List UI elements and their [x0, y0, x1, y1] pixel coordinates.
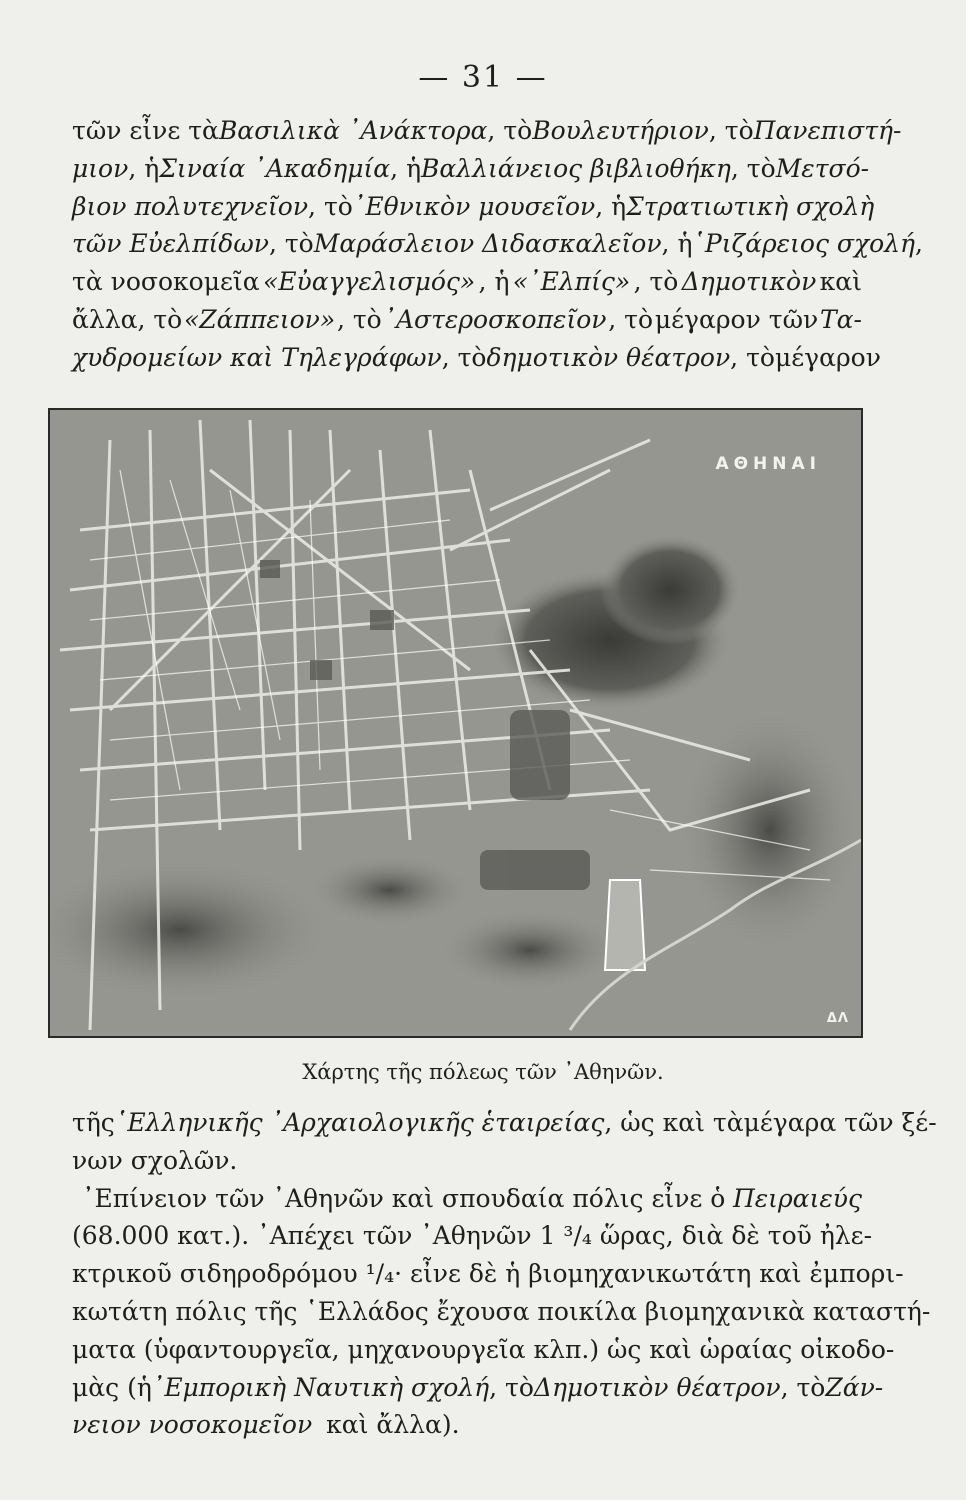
text-line	[72, 1142, 862, 1180]
text-run: , τὸ	[633, 267, 679, 297]
text-run-italic: Τα-	[819, 304, 862, 334]
text-run: , τὸ	[708, 116, 754, 145]
text-run: καὶ ἄλλα).	[326, 1410, 460, 1440]
paragraph-top	[72, 112, 923, 377]
text-run: μὰς (ἡ	[72, 1372, 152, 1402]
text-run: κτρικοῦ σιδηροδρόμου ¹/₄· εἶνε δὲ ἡ βιομηχανικωτάτη καὶ ἐμπορι-	[72, 1259, 904, 1289]
text-line	[72, 1104, 937, 1142]
text-run: , ἡ	[595, 191, 627, 221]
text-line	[72, 1217, 873, 1255]
text-run: μέγαρον	[774, 342, 881, 372]
text-run-italic: «Ζάππειον»	[184, 304, 336, 334]
text-run: τὰ νοσοκομεῖα	[72, 267, 260, 297]
text-run-italic: μιον	[72, 153, 129, 183]
text-run: , τὸ	[336, 304, 382, 334]
text-run: , τὸ	[780, 1372, 826, 1402]
text-run: , ὡς καὶ τὰ	[604, 1108, 744, 1137]
text-run: , τὸ	[441, 342, 487, 372]
text-run: μέγαρον τῶν	[654, 304, 819, 334]
page-number: — 31 —	[418, 60, 548, 95]
text-run-italic: ᾿Εθνικὸν μουσεῖον	[352, 191, 596, 221]
text-run-italic: Βαλλιάνειος βιβλιοθήκη	[421, 153, 731, 183]
text-run-italic: «᾿Ελπίς»	[512, 267, 631, 297]
text-run: νων σχολῶν.	[72, 1145, 238, 1175]
text-line	[72, 188, 875, 226]
text-run: ματα (ὑφαντουργεῖα, μηχανουργεῖα κλπ.) ὡς καὶ ὡραίας οἰκοδο-	[72, 1334, 895, 1364]
text-run: , τὸ	[489, 1372, 534, 1402]
text-run-italic: δημοτικὸν θέατρον	[486, 342, 731, 372]
text-line	[72, 150, 870, 188]
text-run: τῆς	[72, 1108, 115, 1137]
text-run: , τὸ	[268, 229, 314, 259]
text-run-italic: νειον νοσοκομεῖον	[72, 1410, 313, 1440]
text-line	[72, 339, 881, 377]
athens-map-figure	[48, 408, 863, 1038]
text-run: ,	[914, 229, 923, 259]
text-run-italic: Βασιλικὰ ᾿Ανάκτορα	[218, 116, 488, 145]
national-garden	[510, 710, 570, 800]
text-run: (68.000 κατ.). ᾿Απέχει τῶν ᾿Αθηνῶν 1 ³/₄ ὥρας, διὰ δὲ τοῦ ἠλε-	[72, 1221, 873, 1251]
text-run: , ἡ	[478, 267, 510, 297]
text-run-italic: τῶν Εὐελπίδων	[72, 229, 269, 259]
text-run-italic: βιον πολυτεχνεῖον	[72, 191, 309, 221]
text-run-italic: Ζάν-	[825, 1372, 884, 1402]
text-line	[72, 1369, 884, 1407]
text-run-italic: ᾿Αστεροσκοπεῖον	[383, 304, 607, 334]
text-run: καὶ	[819, 267, 862, 297]
text-run-italic: Πανεπιστή-	[753, 116, 902, 145]
text-run-italic: Σιναία ᾿Ακαδημία	[159, 153, 391, 183]
text-run-italic: Πειραιεύς	[732, 1183, 862, 1213]
panathenaic-stadium	[605, 880, 645, 970]
text-run: , τὸ	[608, 304, 654, 334]
text-line	[72, 1406, 862, 1444]
map-engraver-initials: ΔΛ	[826, 1011, 849, 1026]
text-run-italic: Μετσό-	[775, 153, 870, 183]
text-line	[72, 112, 902, 150]
text-run: ἄλλα, τὸ	[72, 304, 183, 334]
text-run-italic: Βουλευτήριον	[532, 116, 709, 145]
text-run-italic: ῾Ελληνικῆς ᾿Αρχαιολογικῆς ἑταιρείας	[114, 1108, 605, 1137]
text-line	[72, 301, 862, 339]
text-run: , ἡ	[390, 153, 422, 183]
text-run: , τὸ	[730, 153, 776, 183]
paragraph-bottom	[72, 1104, 937, 1444]
acropolis-hill	[310, 855, 470, 925]
text-run: κωτάτη πόλις τῆς ῾Ελλάδος ἔχουσα ποικίλα βιομηχανικὰ καταστή-	[72, 1296, 931, 1326]
text-run: τῶν εἶνε τὰ	[72, 116, 219, 145]
map-title-label: ΑΘΗΝΑΙ	[715, 454, 821, 474]
text-run-italic: Στρατιωτικὴ σχολὴ	[626, 191, 875, 221]
text-run-italic: Δημοτικὸν θέατρον	[533, 1372, 781, 1402]
city-map-illustration	[50, 410, 861, 1036]
text-run-italic: ῾Ριζάρειος σχολή	[692, 229, 915, 259]
text-run-italic: Μαράσλειον Διδασκαλεῖον	[313, 229, 662, 259]
text-run: μέγαρα τῶν ξέ-	[743, 1108, 937, 1137]
text-run: , ἡ	[661, 229, 693, 259]
text-line	[72, 1180, 862, 1218]
text-run: , τὸ	[308, 191, 353, 221]
text-line	[72, 1293, 931, 1331]
map-caption: Χάρτης τῆς πόλεως τῶν ᾿Αθηνῶν.	[302, 1060, 664, 1084]
text-run-italic: Δημοτικὸν	[681, 267, 817, 297]
text-line	[72, 1331, 895, 1369]
text-line	[72, 263, 862, 301]
text-line	[72, 225, 923, 263]
text-run: , ἡ	[128, 153, 160, 183]
text-run-italic: χυδρομείων καὶ Τηλεγράφων	[72, 342, 442, 372]
text-run-italic: «Εὐαγγελισμός»	[262, 267, 476, 297]
text-run-italic: ᾿Εμπορικὴ Ναυτικὴ σχολή	[151, 1372, 490, 1402]
text-line	[72, 1255, 904, 1293]
text-run: ᾿Επίνειον τῶν ᾿Αθηνῶν καὶ σπουδαία πόλις εἶνε ὁ	[82, 1183, 726, 1213]
text-run: , τὸ	[730, 342, 775, 372]
text-run: , τὸ	[487, 116, 533, 145]
